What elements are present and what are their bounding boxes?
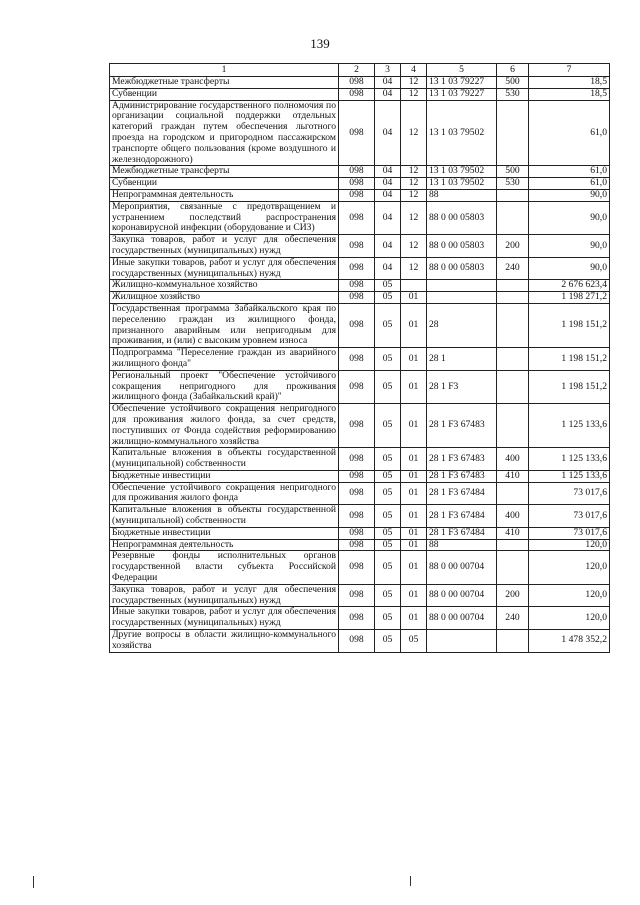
row-ved-code: 098: [339, 470, 375, 482]
row-target-code: 13 1 03 79227: [427, 88, 497, 100]
row-section-code: 05: [375, 551, 401, 584]
table-row: [110, 189, 610, 201]
row-ved-code: 098: [339, 551, 375, 584]
col-header-rz: 3: [375, 64, 401, 77]
row-expense-type: [497, 292, 529, 304]
row-name: Закупка товаров, работ и услуг для обеспечения государственных (муниципальных) нужд: [110, 584, 339, 607]
row-ved-code: 098: [339, 257, 375, 280]
row-ved-code: 098: [339, 448, 375, 471]
row-ved-code: 098: [339, 88, 375, 100]
row-target-code: 28 1 F3 67483: [427, 404, 497, 448]
row-target-code: 28 1 F3 67484: [427, 505, 497, 528]
row-target-code: 88: [427, 189, 497, 201]
col-header-vr: 6: [497, 64, 529, 77]
row-subsection-code: 12: [401, 189, 427, 201]
row-ved-code: 098: [339, 77, 375, 89]
row-target-code: 13 1 03 79227: [427, 77, 497, 89]
row-target-code: 88 0 00 00704: [427, 551, 497, 584]
row-target-code: 28 1 F3 67484: [427, 527, 497, 539]
col-header-csr: 5: [427, 64, 497, 77]
row-amount: 90,0: [529, 257, 610, 280]
row-name: Субвенции: [110, 178, 339, 190]
row-expense-type: [497, 189, 529, 201]
table-row: [110, 448, 610, 471]
row-expense-type: [497, 539, 529, 551]
row-target-code: 28 1 F3 67483: [427, 470, 497, 482]
row-subsection-code: 01: [401, 404, 427, 448]
row-amount: 61,0: [529, 178, 610, 190]
row-subsection-code: 01: [401, 551, 427, 584]
row-name: Другие вопросы в области жилищно-коммунального хозяйства: [110, 630, 339, 653]
row-subsection-code: [401, 280, 427, 292]
row-section-code: 04: [375, 166, 401, 178]
row-expense-type: 500: [497, 77, 529, 89]
row-subsection-code: 01: [401, 607, 427, 630]
row-amount: 1 125 133,6: [529, 470, 610, 482]
row-subsection-code: 01: [401, 482, 427, 505]
row-expense-type: [497, 201, 529, 234]
row-name: Субвенции: [110, 88, 339, 100]
row-section-code: 05: [375, 630, 401, 653]
row-ved-code: 098: [339, 235, 375, 258]
row-target-code: 88 0 00 05803: [427, 235, 497, 258]
row-section-code: 05: [375, 584, 401, 607]
row-ved-code: 098: [339, 370, 375, 403]
table-row: [110, 551, 610, 584]
row-subsection-code: 01: [401, 505, 427, 528]
row-section-code: 05: [375, 404, 401, 448]
table-row: [110, 527, 610, 539]
row-subsection-code: 12: [401, 88, 427, 100]
row-expense-type: 240: [497, 607, 529, 630]
row-subsection-code: 12: [401, 201, 427, 234]
row-amount: 1 198 271,2: [529, 292, 610, 304]
row-name: Региональный проект "Обеспечение устойчивого сокращения непригодного для проживания жилищного фонда (Забайкальский край)": [110, 370, 339, 403]
row-subsection-code: 01: [401, 370, 427, 403]
row-section-code: 04: [375, 88, 401, 100]
row-amount: 90,0: [529, 201, 610, 234]
row-target-code: 28: [427, 303, 497, 347]
row-subsection-code: 12: [401, 166, 427, 178]
col-header-name: 1: [110, 64, 339, 77]
row-target-code: [427, 630, 497, 653]
row-section-code: 05: [375, 505, 401, 528]
row-amount: 61,0: [529, 166, 610, 178]
row-expense-type: 530: [497, 178, 529, 190]
row-section-code: 05: [375, 527, 401, 539]
row-expense-type: [497, 404, 529, 448]
row-expense-type: 400: [497, 448, 529, 471]
table-row: [110, 280, 610, 292]
row-ved-code: 098: [339, 630, 375, 653]
row-amount: 120,0: [529, 584, 610, 607]
row-ved-code: 098: [339, 303, 375, 347]
row-amount: 61,0: [529, 100, 610, 166]
row-name: Бюджетные инвестиции: [110, 470, 339, 482]
row-subsection-code: 01: [401, 292, 427, 304]
row-ved-code: 098: [339, 539, 375, 551]
table-row: [110, 370, 610, 403]
row-name: Обеспечение устойчивого сокращения непригодного для проживания жилого фонда: [110, 482, 339, 505]
row-ved-code: 098: [339, 166, 375, 178]
row-name: Капитальные вложения в объекты государственной (муниципальной) собственности: [110, 505, 339, 528]
row-ved-code: 098: [339, 201, 375, 234]
row-section-code: 05: [375, 292, 401, 304]
row-amount: 90,0: [529, 189, 610, 201]
table-row: [110, 584, 610, 607]
row-amount: 73 017,6: [529, 482, 610, 505]
table-row: [110, 166, 610, 178]
row-amount: 120,0: [529, 539, 610, 551]
row-expense-type: [497, 280, 529, 292]
row-ved-code: 098: [339, 527, 375, 539]
row-expense-type: [497, 630, 529, 653]
row-target-code: 88 0 00 00704: [427, 584, 497, 607]
row-section-code: 04: [375, 257, 401, 280]
col-header-pr: 4: [401, 64, 427, 77]
row-name: Жилищное хозяйство: [110, 292, 339, 304]
table-row: [110, 235, 610, 258]
row-amount: 1 198 151,2: [529, 303, 610, 347]
table-row: [110, 178, 610, 190]
row-target-code: 28 1 F3: [427, 370, 497, 403]
row-subsection-code: 01: [401, 303, 427, 347]
row-amount: 18,5: [529, 88, 610, 100]
row-target-code: 13 1 03 79502: [427, 166, 497, 178]
row-amount: 2 676 623,4: [529, 280, 610, 292]
scan-mark-left: [33, 876, 34, 888]
row-amount: 73 017,6: [529, 527, 610, 539]
row-target-code: 88 0 00 05803: [427, 257, 497, 280]
row-section-code: 05: [375, 280, 401, 292]
row-name: Государственная программа Забайкальского края по переселению граждан из жилищного фонда, признанного аварийным или непригодным для проживания, и (или) с высоким уровнем износа: [110, 303, 339, 347]
row-expense-type: 530: [497, 88, 529, 100]
row-amount: 120,0: [529, 607, 610, 630]
row-expense-type: 500: [497, 166, 529, 178]
row-amount: 18,5: [529, 77, 610, 89]
row-target-code: 88 0 00 05803: [427, 201, 497, 234]
row-name: Иные закупки товаров, работ и услуг для обеспечения государственных (муниципальных) нужд: [110, 607, 339, 630]
row-name: Непрограммная деятельность: [110, 539, 339, 551]
row-ved-code: 098: [339, 607, 375, 630]
row-name: Резервные фонды исполнительных органов государственной власти субъекта Российской Федерации: [110, 551, 339, 584]
row-target-code: 28 1 F3 67484: [427, 482, 497, 505]
row-section-code: 04: [375, 201, 401, 234]
row-expense-type: 410: [497, 470, 529, 482]
row-subsection-code: 01: [401, 348, 427, 371]
row-subsection-code: 12: [401, 178, 427, 190]
row-subsection-code: 01: [401, 448, 427, 471]
table-row: [110, 77, 610, 89]
table-row: [110, 404, 610, 448]
table-row: [110, 292, 610, 304]
row-target-code: 13 1 03 79502: [427, 100, 497, 166]
row-subsection-code: 12: [401, 100, 427, 166]
row-section-code: 05: [375, 448, 401, 471]
row-name: Бюджетные инвестиции: [110, 527, 339, 539]
row-ved-code: 098: [339, 100, 375, 166]
row-target-code: [427, 292, 497, 304]
row-target-code: 13 1 03 79502: [427, 178, 497, 190]
row-name: Межбюджетные трансферты: [110, 166, 339, 178]
row-subsection-code: 01: [401, 527, 427, 539]
table-row: [110, 348, 610, 371]
row-expense-type: [497, 348, 529, 371]
row-section-code: 04: [375, 235, 401, 258]
row-ved-code: 098: [339, 348, 375, 371]
row-ved-code: 098: [339, 482, 375, 505]
row-expense-type: 400: [497, 505, 529, 528]
row-amount: 73 017,6: [529, 505, 610, 528]
table-row: [110, 88, 610, 100]
row-subsection-code: 01: [401, 539, 427, 551]
row-subsection-code: 01: [401, 470, 427, 482]
row-name: Закупка товаров, работ и услуг для обеспечения государственных (муниципальных) нужд: [110, 235, 339, 258]
row-name: Иные закупки товаров, работ и услуг для обеспечения государственных (муниципальных) нужд: [110, 257, 339, 280]
row-section-code: 04: [375, 77, 401, 89]
scan-mark-center: [410, 876, 411, 886]
page-number: 139: [310, 36, 330, 51]
row-amount: 120,0: [529, 551, 610, 584]
row-amount: 1 198 151,2: [529, 348, 610, 371]
table-row: [110, 505, 610, 528]
row-ved-code: 098: [339, 505, 375, 528]
row-name: Мероприятия, связанные с предотвращением и устранением последствий распространения коронавирусной инфекции (оборудование и СИЗ): [110, 201, 339, 234]
table-row: [110, 257, 610, 280]
row-name: Непрограммная деятельность: [110, 189, 339, 201]
row-section-code: 05: [375, 539, 401, 551]
row-section-code: 05: [375, 370, 401, 403]
row-expense-type: [497, 370, 529, 403]
row-section-code: 05: [375, 482, 401, 505]
table-row: [110, 630, 610, 653]
table-row: [110, 482, 610, 505]
row-ved-code: 098: [339, 280, 375, 292]
row-subsection-code: 12: [401, 77, 427, 89]
row-section-code: 05: [375, 348, 401, 371]
row-ved-code: 098: [339, 292, 375, 304]
row-name: Межбюджетные трансферты: [110, 77, 339, 89]
table-row: [110, 607, 610, 630]
row-amount: 1 125 133,6: [529, 448, 610, 471]
row-expense-type: [497, 551, 529, 584]
row-subsection-code: 05: [401, 630, 427, 653]
row-ved-code: 098: [339, 584, 375, 607]
row-amount: 90,0: [529, 235, 610, 258]
row-name: Жилищно-коммунальное хозяйство: [110, 280, 339, 292]
row-expense-type: [497, 303, 529, 347]
row-amount: 1 198 151,2: [529, 370, 610, 403]
row-subsection-code: 12: [401, 257, 427, 280]
row-section-code: 04: [375, 100, 401, 166]
row-expense-type: [497, 100, 529, 166]
table-row: [110, 303, 610, 347]
row-amount: 1 125 133,6: [529, 404, 610, 448]
table-row: [110, 201, 610, 234]
row-section-code: 04: [375, 178, 401, 190]
row-target-code: 88: [427, 539, 497, 551]
row-amount: 1 478 352,2: [529, 630, 610, 653]
col-header-sum: 7: [529, 64, 610, 77]
row-name: Капитальные вложения в объекты государственной (муниципальной) собственности: [110, 448, 339, 471]
row-name: Обеспечение устойчивого сокращения непригодного для проживания жилого фонда, за счет средств, поступивших от Фонда содействия реформированию жилищно-коммунального хозяйства: [110, 404, 339, 448]
row-subsection-code: 12: [401, 235, 427, 258]
table-body: [110, 77, 610, 653]
row-ved-code: 098: [339, 404, 375, 448]
table-row: [110, 100, 610, 166]
row-target-code: 28 1: [427, 348, 497, 371]
row-expense-type: 410: [497, 527, 529, 539]
row-section-code: 05: [375, 607, 401, 630]
row-target-code: 88 0 00 00704: [427, 607, 497, 630]
row-name: Подпрограмма "Переселение граждан из аварийного жилищного фонда": [110, 348, 339, 371]
table-row: [110, 470, 610, 482]
budget-table: [109, 63, 610, 653]
row-name: Администрирование государственного полномочия по организации социальной поддержки отдельных категорий граждан путем обеспечения льготного проезда на городском и пригородном пассажирском транспорте общего пользования (кроме воздушного и железнодорожного): [110, 100, 339, 166]
row-ved-code: 098: [339, 178, 375, 190]
row-target-code: 28 1 F3 67483: [427, 448, 497, 471]
row-expense-type: 200: [497, 584, 529, 607]
row-target-code: [427, 280, 497, 292]
row-section-code: 05: [375, 470, 401, 482]
row-section-code: 04: [375, 189, 401, 201]
row-expense-type: 200: [497, 235, 529, 258]
table-row: [110, 539, 610, 551]
row-section-code: 05: [375, 303, 401, 347]
row-subsection-code: 01: [401, 584, 427, 607]
table-header-row: [110, 64, 610, 77]
row-expense-type: 240: [497, 257, 529, 280]
row-expense-type: [497, 482, 529, 505]
col-header-ved: 2: [339, 64, 375, 77]
row-ved-code: 098: [339, 189, 375, 201]
